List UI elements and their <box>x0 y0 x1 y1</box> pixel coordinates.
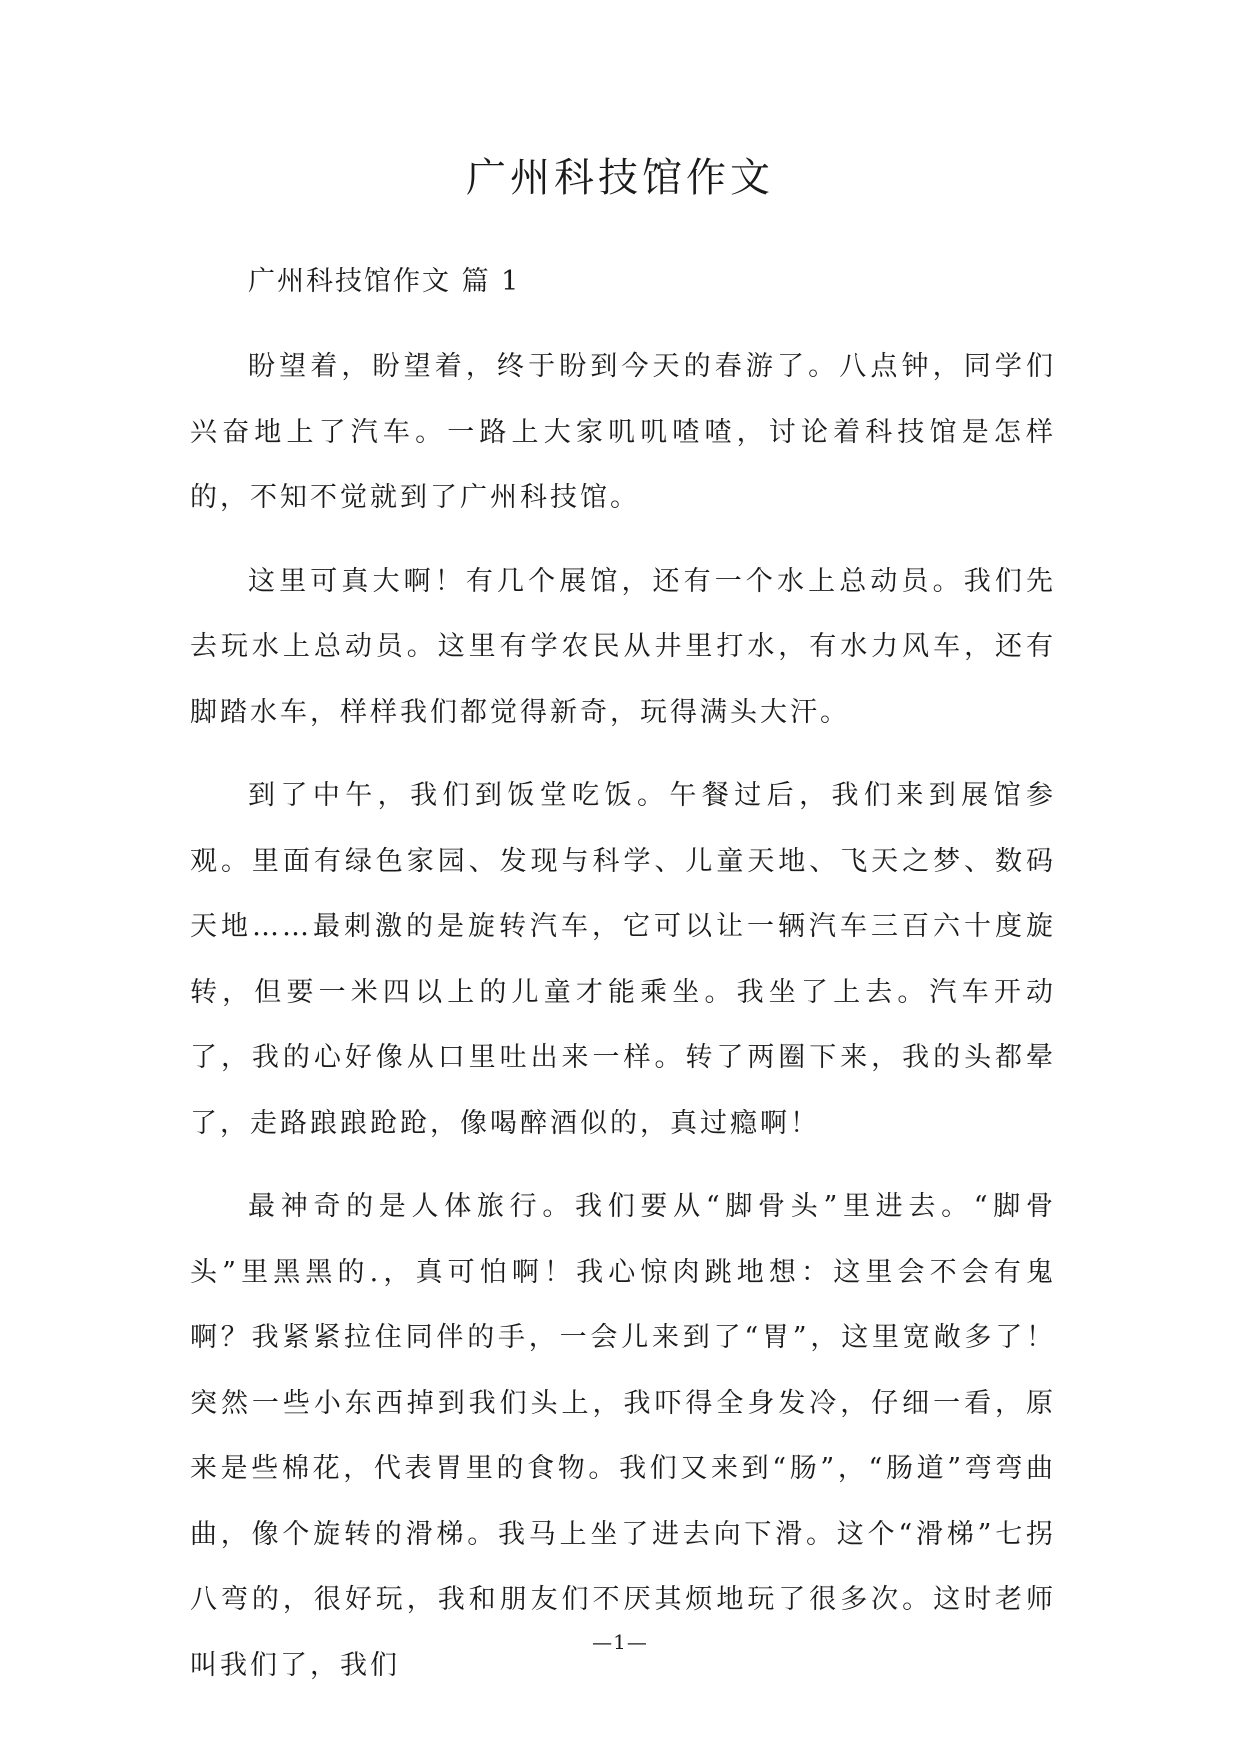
paragraph-4: 最神奇的是人体旅行。我们要从“脚骨头”里进去。“脚骨头”里黑黑的.，真可怕啊！我心惊肉跳地想：这里会不会有鬼啊？我紧紧拉住同伴的手，一会儿来到了“胃”，这里宽敞多了！突然一些小东西掉到我们头上，我吓得全身发冷，仔细一看，原来是些棉花，代表胃里的食物。我们又来到“肠”，“肠道”弯弯曲曲，像个旋转的滑梯。我马上坐了进去向下滑。这个“滑梯”七拐八弯的，很好玩，我和朋友们不厌其烦地玩了很多次。这时老师叫我们了，我们 <box>190 1191 1056 1681</box>
page-number: —1— <box>592 1630 648 1654</box>
document-title: 广州科技馆作文 <box>466 155 774 201</box>
paragraph-3: 到了中午，我们到饭堂吃饭。午餐过后，我们来到展馆参观。里面有绿色家园、发现与科学、儿童天地、飞天之梦、数码天地……最刺激的是旋转汽车，它可以让一辆汽车三百六十度旋转，但要一米四以上的儿童才能乘坐。我坐了上去。汽车开动了，我的心好像从口里吐出来一样。转了两圈下来，我的头都晕了，走路踉踉跄跄，像喝醉酒似的，真过瘾啊！ <box>190 780 1056 1139</box>
paragraph-2: 这里可真大啊！有几个展馆，还有一个水上总动员。我们先去玩水上总动员。这里有学农民从井里打水，有水力风车，还有脚踏水车，样样我们都觉得新奇，玩得满头大汗。 <box>190 565 1056 728</box>
document-body <box>190 334 1056 1716</box>
paragraph-1: 盼望着，盼望着，终于盼到今天的春游了。八点钟，同学们兴奋地上了汽车。一路上大家叽叽喳喳，讨论着科技馆是怎样的，不知不觉就到了广州科技馆。 <box>190 351 1056 513</box>
section-heading: 广州科技馆作文 篇 1 <box>248 266 521 297</box>
